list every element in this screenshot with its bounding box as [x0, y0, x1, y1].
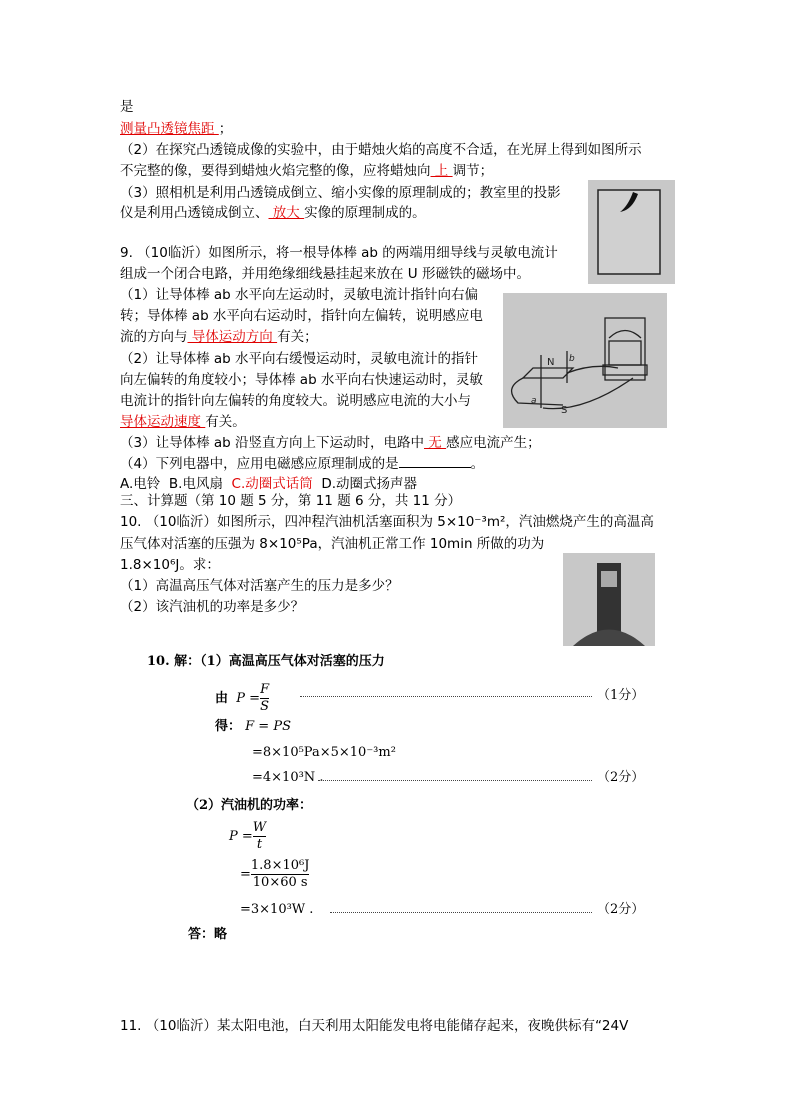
text-line: 9. （10临沂）如图所示，将一根导体棒 ab 的两端用细导线与灵敏电流计 [120, 245, 558, 261]
formula-line: = $\frac{\text{1.8×10⁶J}}{10\times 60 s}$ [240, 858, 310, 890]
text-line: 10. （10临沂）如图所示，四冲程汽油机活塞面积为 5×10⁻³m²，汽油燃烧产生的高温高 [120, 514, 654, 530]
text: 不完整的像，要得到蜡烛火焰完整的像，应将蜡烛向 [120, 163, 431, 179]
text-line: （2）让导体棒 ab 水平向右缓慢运动时，灵敏电流计的指针 [120, 351, 479, 367]
text-line: 压气体对活塞的压强为 8×10⁵Pa，汽油机正常工作 10min 所做的功为 [120, 536, 545, 552]
answer-line: 答：略 [188, 927, 228, 942]
formula-line: =8×10⁵Pa×5×10⁻³m² [252, 745, 396, 760]
text-line [120, 119, 232, 139]
text-line: （1）让导体棒 ab 水平向左运动时，灵敏电流计指针向右偏 [120, 287, 479, 303]
galvanometer-figure [503, 293, 667, 428]
answer-fill: 导体运动方向 [187, 329, 278, 345]
figure-label: S [561, 405, 568, 416]
text-line: 是 [120, 99, 134, 115]
text-line: （2）在探究凸透镜成像的实验中，由于蜡烛火焰的高度不合适，在光屏上得到如图所示 [120, 142, 642, 158]
text-line [120, 412, 246, 432]
text: 。 [470, 456, 485, 472]
formula-line: =4×10³N . [252, 770, 324, 785]
dotted-leader [318, 780, 592, 781]
answer-fill: 放大 [268, 205, 305, 221]
text-line: 组成一个闭合电路，并用绝缘细线悬挂起来放在 U 形磁铁的磁场中。 [120, 266, 530, 282]
dotted-leader [300, 696, 592, 697]
text: 仪是利用凸透镜成倒立、 [120, 205, 269, 221]
answer-fill: 导体运动速度 [120, 414, 206, 430]
text-line [120, 327, 318, 347]
text: 实像的原理制成的。 [304, 205, 426, 221]
text-line [120, 433, 541, 453]
formula-line: 由 P = $\frac{F}{S}$ [215, 682, 270, 714]
text-line: （2）该汽油机的功率是多少？ [120, 599, 305, 615]
option-a: A.电铃 [120, 476, 161, 492]
answer-fill: 测量凸透镜焦距 [120, 121, 219, 137]
text-line: 11. （10临沂）某太阳电池，白天利用太阳能发电将电能储存起来，夜晚供标有“24V [120, 1018, 629, 1034]
formula-line: 得： F = PS [215, 719, 291, 734]
answer-fill: 无 [424, 435, 447, 451]
engine-piston-figure [563, 553, 655, 646]
formula-line: =3×10³W . [240, 902, 314, 917]
score: （1分） [597, 688, 645, 703]
figure-label: b [569, 354, 575, 364]
text-line [120, 454, 484, 474]
text-line: 向左偏转的角度较小；导体棒 ab 水平向右快速运动时，灵敏 [120, 372, 483, 388]
text-line: （1）高温高压气体对活塞产生的压力是多少？ [120, 578, 399, 594]
option-b: B.电风扇 [168, 476, 223, 492]
text-line [120, 203, 426, 223]
text: （4）下列电器中，应用电磁感应原理制成的是 [120, 456, 399, 472]
solution-title: 10. 解：（1）高温高压气体对活塞的压力 [147, 654, 385, 669]
text-line: 转；导体棒 ab 水平向右运动时，指针向左偏转，说明感应电 [120, 308, 483, 324]
option-d: D.动圈式扬声器 [321, 476, 418, 492]
text: 有关； [277, 329, 318, 345]
blank-line [399, 455, 471, 468]
text: ； [218, 121, 233, 137]
text-line: 1.8×10⁶J。求： [120, 557, 220, 573]
text-line: 电流计的指针向左偏转的角度较大。说明感应电流的大小与 [120, 393, 471, 409]
answer-fill: 上 [430, 163, 453, 179]
text: 流的方向与 [120, 329, 188, 345]
text-line: （3）照相机是利用凸透镜成倒立、缩小实像的原理制成的；教室里的投影 [120, 185, 561, 201]
score: （2分） [597, 902, 645, 917]
option-c-answer: C.动圈式话筒 [231, 476, 313, 492]
text: （3）让导体棒 ab 沿竖直方向上下运动时，电路中 [120, 435, 425, 451]
formula-line: P = $\frac{W}{t}$ [229, 820, 267, 852]
text: 有关。 [205, 414, 246, 430]
candle-image-figure [588, 180, 675, 284]
text-line [120, 161, 493, 181]
part-heading: （2）汽油机的功率： [186, 798, 313, 813]
figure-label: N [547, 357, 555, 368]
figure-label: a [531, 396, 537, 406]
dotted-leader [330, 912, 592, 913]
score: （2分） [597, 770, 645, 785]
text: 调节； [452, 163, 494, 179]
section-heading: 三、计算题（第 10 题 5 分，第 11 题 6 分，共 11 分） [120, 493, 462, 509]
text: 感应电流产生； [446, 435, 541, 451]
